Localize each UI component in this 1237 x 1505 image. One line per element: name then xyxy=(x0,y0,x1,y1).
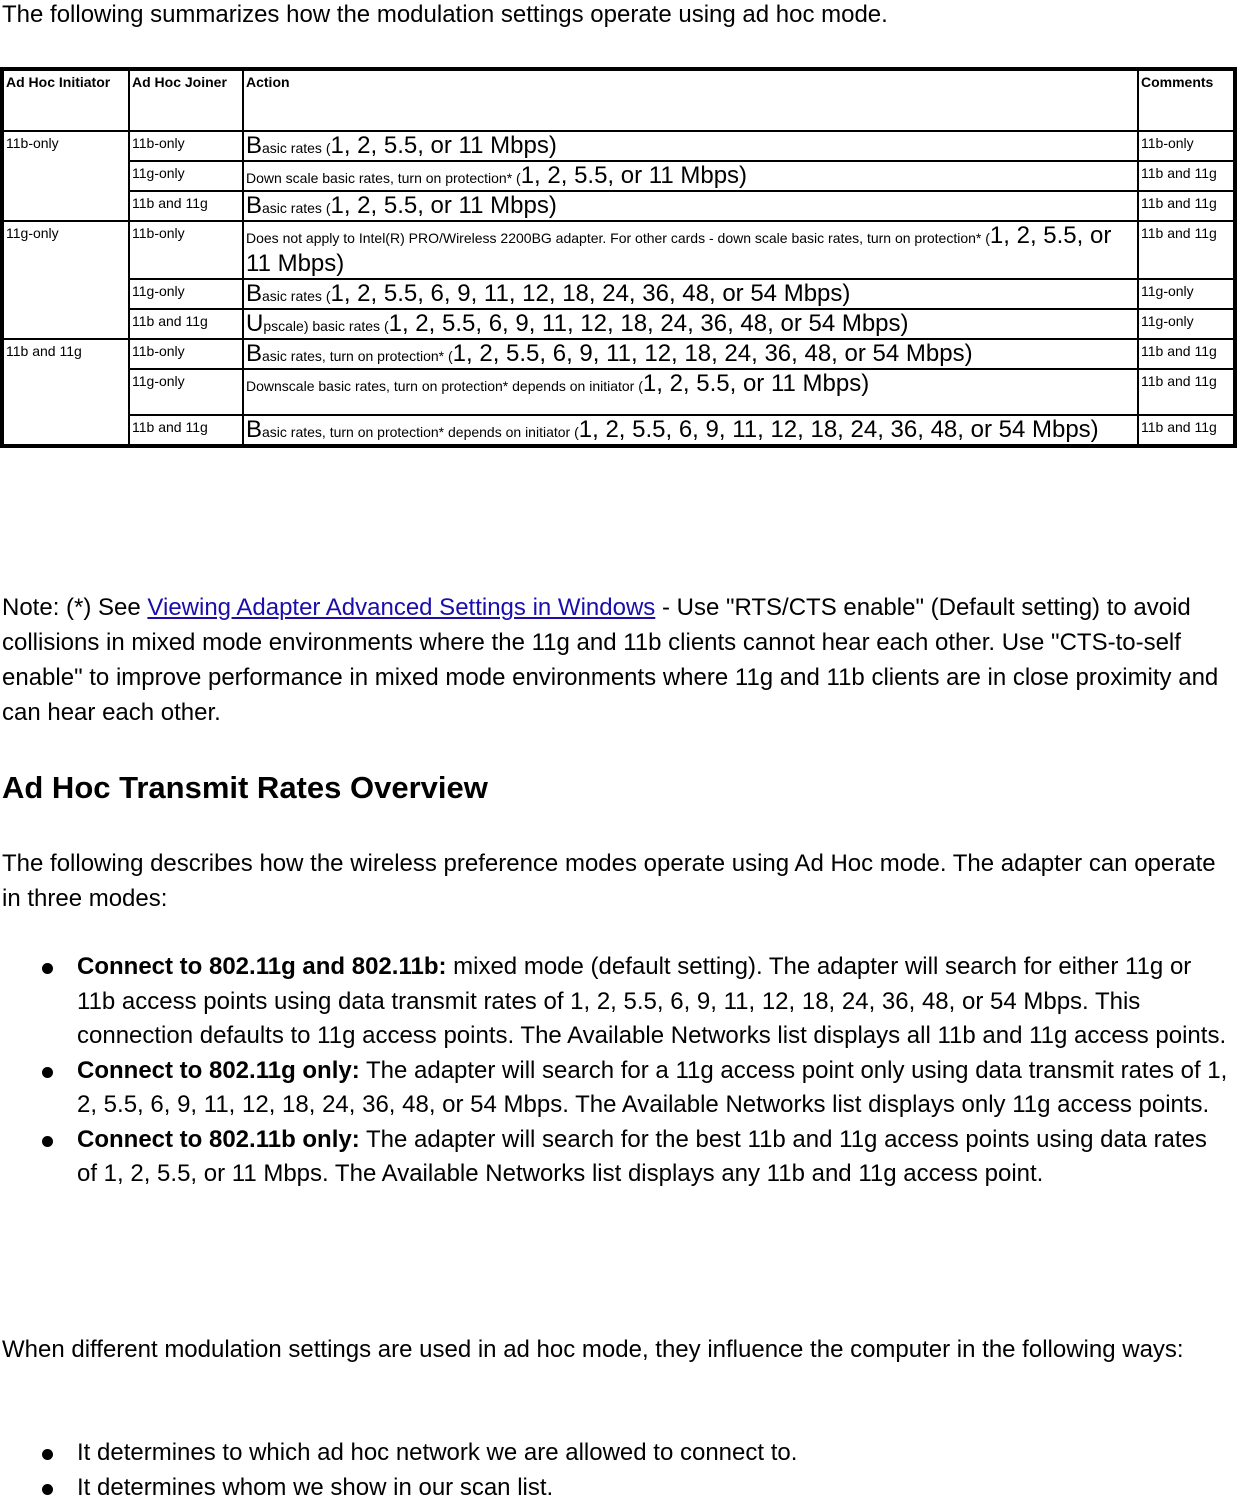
action-cap: U xyxy=(246,310,263,337)
action-small: asic rates ( xyxy=(262,200,330,216)
action-small: asic rates, turn on protection* depends on initiator ( xyxy=(262,424,579,440)
action-cell xyxy=(243,221,1138,279)
action-cell xyxy=(243,309,1138,339)
action-cell xyxy=(243,131,1138,161)
action-rates: 1, 2, 5.5, or 11 Mbps) xyxy=(330,192,556,219)
influence-list xyxy=(0,1436,1230,1505)
comment-cell: 11b and 11g xyxy=(1138,415,1234,445)
mode-text: The adapter will search for a 11g access point only using data transmit rates of 1, 2, 5.5, 6, 9, 11, 12, 18, 24, 36, 48, or 54 Mbps. The Available Networks list displays only 11g access points. xyxy=(77,1057,1227,1119)
mode-text: The adapter will search for the best 11b and 11g access points using data rates of 1, 2, 5.5, or 11 Mbps. The Available Networks list displays any 11b and 11g access point. xyxy=(77,1126,1207,1188)
list-item xyxy=(0,1471,1230,1505)
action-small: pscale) basic rates ( xyxy=(263,318,388,334)
comment-cell: 11g-only xyxy=(1138,279,1234,309)
note-prefix: Note: (*) See xyxy=(2,594,147,621)
action-cap: B xyxy=(246,416,262,443)
viewing-adapter-settings-link[interactable]: Viewing Adapter Advanced Settings in Windows xyxy=(147,594,655,621)
action-cell xyxy=(243,191,1138,221)
list-item xyxy=(0,1436,1230,1471)
action-small: asic rates ( xyxy=(262,140,330,156)
joiner-cell: 11g-only xyxy=(129,161,243,191)
mode-title: Connect to 802.11g and 802.11b: xyxy=(77,953,446,980)
mode-title: Connect to 802.11g only: xyxy=(77,1057,360,1084)
table-row xyxy=(3,369,1234,415)
action-rates: 1, 2, 5.5, or 11 Mbps) xyxy=(246,222,1111,277)
note-paragraph xyxy=(2,590,1227,730)
list-item xyxy=(0,1123,1230,1192)
action-cell xyxy=(243,161,1138,191)
comment-cell: 11b-only xyxy=(1138,131,1234,161)
table-row xyxy=(3,161,1234,191)
action-cell xyxy=(243,369,1138,415)
initiator-cell: 11b-only xyxy=(3,131,129,221)
action-rates: 1, 2, 5.5, or 11 Mbps) xyxy=(521,162,747,189)
bullet-icon xyxy=(42,1484,53,1495)
bullet-icon xyxy=(42,1067,53,1078)
table-row xyxy=(3,191,1234,221)
influence-text: It determines to which ad hoc network we are allowed to connect to. xyxy=(77,1439,797,1466)
action-rates: 1, 2, 5.5, 6, 9, 11, 12, 18, 24, 36, 48, or 54 Mbps) xyxy=(579,416,1099,443)
comment-cell: 11b and 11g xyxy=(1138,221,1234,279)
table-row xyxy=(3,309,1234,339)
action-cap: B xyxy=(246,280,262,307)
header-joiner: Ad Hoc Joiner xyxy=(129,70,243,131)
intro-text: The following summarizes how the modulation settings operate using ad hoc mode. xyxy=(2,0,888,30)
header-comments: Comments xyxy=(1138,70,1234,131)
influence-intro: When different modulation settings are used in ad hoc mode, they influence the computer in the following ways: xyxy=(2,1332,1227,1367)
action-rates: 1, 2, 5.5, or 11 Mbps) xyxy=(330,132,556,159)
modes-list xyxy=(0,950,1230,1192)
initiator-cell: 11b and 11g xyxy=(3,339,129,445)
action-rates: 1, 2, 5.5, 6, 9, 11, 12, 18, 24, 36, 48, or 54 Mbps) xyxy=(389,310,909,337)
bullet-icon xyxy=(42,1449,53,1460)
action-small: asic rates, turn on protection* ( xyxy=(262,348,453,364)
header-initiator: Ad Hoc Initiator xyxy=(3,70,129,131)
action-cap: B xyxy=(246,340,262,367)
joiner-cell: 11b and 11g xyxy=(129,309,243,339)
comment-cell: 11b and 11g xyxy=(1138,191,1234,221)
comment-cell: 11b and 11g xyxy=(1138,369,1234,415)
table-row xyxy=(3,221,1234,279)
joiner-cell: 11g-only xyxy=(129,279,243,309)
bullet-icon xyxy=(42,1136,53,1147)
action-small: Down scale basic rates, turn on protection* ( xyxy=(246,170,521,186)
joiner-cell: 11b and 11g xyxy=(129,415,243,445)
modulation-table xyxy=(0,67,1237,448)
action-small: asic rates ( xyxy=(262,288,330,304)
table-header-row xyxy=(3,70,1234,131)
mode-text: mixed mode (default setting). The adapter will search for either 11g or 11b access points using data transmit rates of 1, 2, 5.5, 6, 9, 11, 12, 18, 24, 36, 48, or 54 Mbps. This connection defaults to 11g access points. The Available Networks list displays all 11b and 11g access points. xyxy=(77,953,1226,1049)
comment-cell: 11g-only xyxy=(1138,309,1234,339)
joiner-cell: 11b-only xyxy=(129,339,243,369)
influence-text: It determines whom we show in our scan list. xyxy=(77,1474,553,1501)
action-cap: B xyxy=(246,192,262,219)
joiner-cell: 11b-only xyxy=(129,221,243,279)
action-cell xyxy=(243,415,1138,445)
table-row xyxy=(3,131,1234,161)
action-rates: 1, 2, 5.5, 6, 9, 11, 12, 18, 24, 36, 48, or 54 Mbps) xyxy=(453,340,973,367)
action-rates: 1, 2, 5.5, or 11 Mbps) xyxy=(643,370,869,397)
action-small: Does not apply to Intel(R) PRO/Wireless 2200BG adapter. For other cards - down scale basic rates, turn on protection* ( xyxy=(246,230,990,246)
table-row xyxy=(3,339,1234,369)
note-suffix: - Use "RTS/CTS enable" (Default setting) to avoid collisions in mixed mode environments where the 11g and 11b clients cannot hear each other. Use "CTS-to-self enable" to improve performance in mixed mode environments where 11g and 11b clients are in close proximity and can hear each other. xyxy=(2,594,1218,726)
table-row xyxy=(3,279,1234,309)
joiner-cell: 11b-only xyxy=(129,131,243,161)
action-cap: B xyxy=(246,132,262,159)
joiner-cell: 11g-only xyxy=(129,369,243,415)
action-cell xyxy=(243,339,1138,369)
list-item xyxy=(0,1054,1230,1123)
table-row xyxy=(3,415,1234,445)
initiator-cell: 11g-only xyxy=(3,221,129,339)
modes-intro: The following describes how the wireless preference modes operate using Ad Hoc mode. The adapter can operate in three modes: xyxy=(2,846,1227,916)
action-rates: 1, 2, 5.5, 6, 9, 11, 12, 18, 24, 36, 48, or 54 Mbps) xyxy=(330,280,850,307)
comment-cell: 11b and 11g xyxy=(1138,339,1234,369)
list-item xyxy=(0,950,1230,1054)
mode-title: Connect to 802.11b only: xyxy=(77,1126,360,1153)
action-cell xyxy=(243,279,1138,309)
action-small: Downscale basic rates, turn on protection* depends on initiator ( xyxy=(246,378,643,394)
bullet-icon xyxy=(42,963,53,974)
header-action: Action xyxy=(243,70,1138,131)
comment-cell: 11b and 11g xyxy=(1138,161,1234,191)
section-heading: Ad Hoc Transmit Rates Overview xyxy=(2,770,488,806)
joiner-cell: 11b and 11g xyxy=(129,191,243,221)
